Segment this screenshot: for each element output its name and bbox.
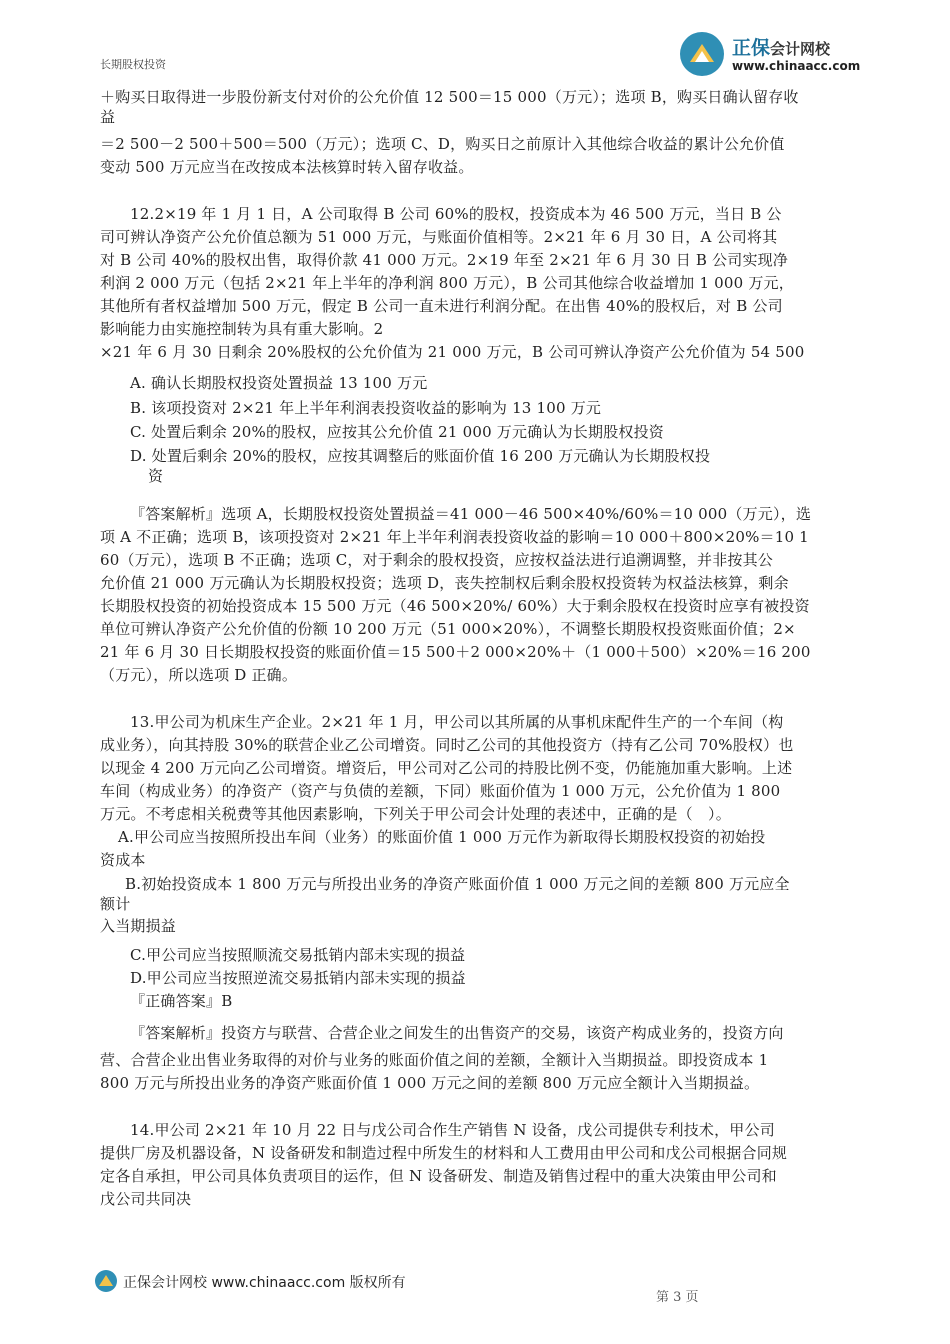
option-b: B. 该项投资对 2×21 年上半年利润表投资收益的影响为 13 100 万元	[130, 399, 602, 417]
answer-analysis-12: 允价值 21 000 万元确认为长期股权投资；选项 D，丧失控制权后剩余股权投资转为权益法核算，剩余	[100, 574, 789, 592]
paragraph-line: 变动 500 万元应当在改按成本法核算时转入留存收益。	[100, 158, 474, 176]
option-a: A. 确认长期股权投资处置损益 13 100 万元	[130, 374, 428, 392]
question-12-line: 司可辨认净资产公允价值总额为 51 000 万元，与账面价值相等。2×21 年 6 月 30 日，A 公司将其	[100, 228, 778, 246]
question-12-line: 影响能力由实施控制转为具有重大影响。2	[100, 320, 384, 338]
option-d: D.甲公司应当按照逆流交易抵销内部未实现的损益	[130, 969, 466, 987]
logo-url: www.chinaacc.com	[732, 59, 861, 73]
question-13-line: 以现金 4 200 万元向乙公司增资。增资后，甲公司对乙公司的持股比例不变，仍能施加重大影响。上述	[100, 759, 793, 777]
option-d-cont: 资	[148, 467, 164, 485]
option-c: C.甲公司应当按照顺流交易抵销内部未实现的损益	[130, 946, 466, 964]
question-13-line: 成业务），向其持股 30%的联营企业乙公司增资。同时乙公司的其他投资方（持有乙公司 70%股权）也	[100, 736, 794, 754]
option-a-cont: 资成本	[100, 851, 146, 869]
question-13-line: 万元。不考虑相关税费等其他因素影响，下列关于甲公司会计处理的表述中，正确的是（ ）。	[100, 805, 731, 823]
paragraph-line: ＝2 500－2 500＋500＝500（万元）；选项 C、D，购买日之前原计入其他综合收益的累计公允价值	[100, 135, 785, 153]
answer-analysis-12: 单位可辨认净资产公允价值的份额 10 200 万元（51 000×20%），不调整长期股权投资账面价值；2×	[100, 620, 796, 638]
question-12-line: 12.2×19 年 1 月 1 日，A 公司取得 B 公司 60%的股权，投资成本为 46 500 万元，当日 B 公	[130, 205, 782, 223]
question-12-line: 对 B 公司 40%的股权出售，取得价款 41 000 万元。2×19 年至 2×21 年 6 月 30 日 B 公司实现净	[100, 251, 789, 269]
question-12-line: 其他所有者权益增加 500 万元，假定 B 公司一直未进行利润分配。在出售 40%的股权后，对 B 公司	[100, 297, 783, 315]
top-left-mark: 长期股权投资	[100, 58, 166, 71]
footer-logo-icon	[95, 1270, 117, 1292]
question-12-line: 利润 2 000 万元（包括 2×21 年上半年的净利润 800 万元），B 公司其他综合收益增加 1 000 万元，	[100, 274, 794, 292]
logo-title: 正保会计网校	[732, 37, 831, 59]
paragraph-line: ＋购买日取得进一步股份新支付对价的公允价值 12 500＝15 000（万元）；选项 B，购买日确认留存收	[100, 88, 799, 106]
header-logo	[680, 30, 880, 80]
option-b-cont-cut: 入当期损益	[100, 917, 177, 935]
answer-analysis-12: （万元），所以选项 D 正确。	[100, 666, 298, 684]
footer-copyright: 正保会计网校 www.chinaacc.com 版权所有	[123, 1275, 406, 1291]
question-14-line: 14.甲公司 2×21 年 10 月 22 日与戊公司合作生产销售 N 设备，戊公司提供专利技术，甲公司	[130, 1121, 775, 1139]
question-13-line: 车间（构成业务）的净资产（资产与负债的差额，下同）账面价值为 1 000 万元，公允价值为 1 800	[100, 782, 781, 800]
option-a: A.甲公司应当按照所投出车间（业务）的账面价值 1 000 万元作为新取得长期股权投资的初始投	[118, 828, 766, 846]
question-12-line-cut: ×21 年 6 月 30 日剩余 20%股权的公允价值为 21 000 万元，B 公司可辨认净资产公允价值为 54 500	[100, 343, 805, 361]
answer-analysis-13: 800 万元与所投出业务的净资产账面价值 1 000 万元之间的差额 800 万元应全额计入当期损益。	[100, 1074, 760, 1092]
answer-analysis-12: 『答案解析』选项 A，长期股权投资处置损益＝41 000－46 500×40%/60%＝10 000（万元），选	[130, 505, 812, 523]
question-14-line: 戊公司共同决	[100, 1190, 192, 1208]
answer-analysis-12: 21 年 6 月 30 日长期股权投资的账面价值＝15 500＋2 000×20%＋（1 000＋500）×20%＝16 200	[100, 643, 811, 661]
question-14-line: 提供厂房及机器设备，N 设备研发和制造过程中所发生的材料和人工费用由甲公司和戊公司根据合同规	[100, 1144, 788, 1162]
answer-analysis-12: 项 A 不正确；选项 B，该项投资对 2×21 年上半年利润表投资收益的影响＝10 000＋800×20%＝10 1	[100, 528, 809, 546]
answer-analysis-13: 营、合营企业出售业务取得的对价与业务的账面价值之间的差额，全额计入当期损益。即投资成本 1	[100, 1051, 769, 1069]
logo-icon	[680, 32, 724, 76]
option-c: C. 处置后剩余 20%的股权，应按其公允价值 21 000 万元确认为长期股权投资	[130, 423, 665, 441]
option-d: D. 处置后剩余 20%的股权，应按其调整后的账面价值 16 200 万元确认为长期股权投	[130, 447, 711, 465]
paragraph-line: 益	[100, 108, 116, 126]
option-b-cont: 额计	[100, 895, 131, 913]
option-b: B.初始投资成本 1 800 万元与所投出业务的净资产账面价值 1 000 万元之间的差额 800 万元应全	[125, 875, 790, 893]
question-14-line: 定各自承担，甲公司具体负责项目的运作，但 N 设备研发、制造及销售过程中的重大决策由甲公司和	[100, 1167, 777, 1185]
page-number: 第 3 页	[656, 1290, 699, 1305]
answer-analysis-12: 长期股权投资的初始投资成本 15 500 万元（46 500×20%/ 60%）大于剩余股权在投资时应享有被投资	[100, 597, 810, 615]
answer-analysis-12: 60（万元），选项 B 不正确；选项 C，对于剩余的股权投资，应按权益法进行追溯调整，并非按其公	[100, 551, 773, 569]
correct-answer: 『正确答案』B	[130, 992, 233, 1010]
question-13-line: 13.甲公司为机床生产企业。2×21 年 1 月，甲公司以其所属的从事机床配件生产的一个车间（构	[130, 713, 784, 731]
answer-analysis-13-cut: 『答案解析』投资方与联营、合营企业之间发生的出售资产的交易，该资产构成业务的，投资方向	[130, 1024, 784, 1042]
